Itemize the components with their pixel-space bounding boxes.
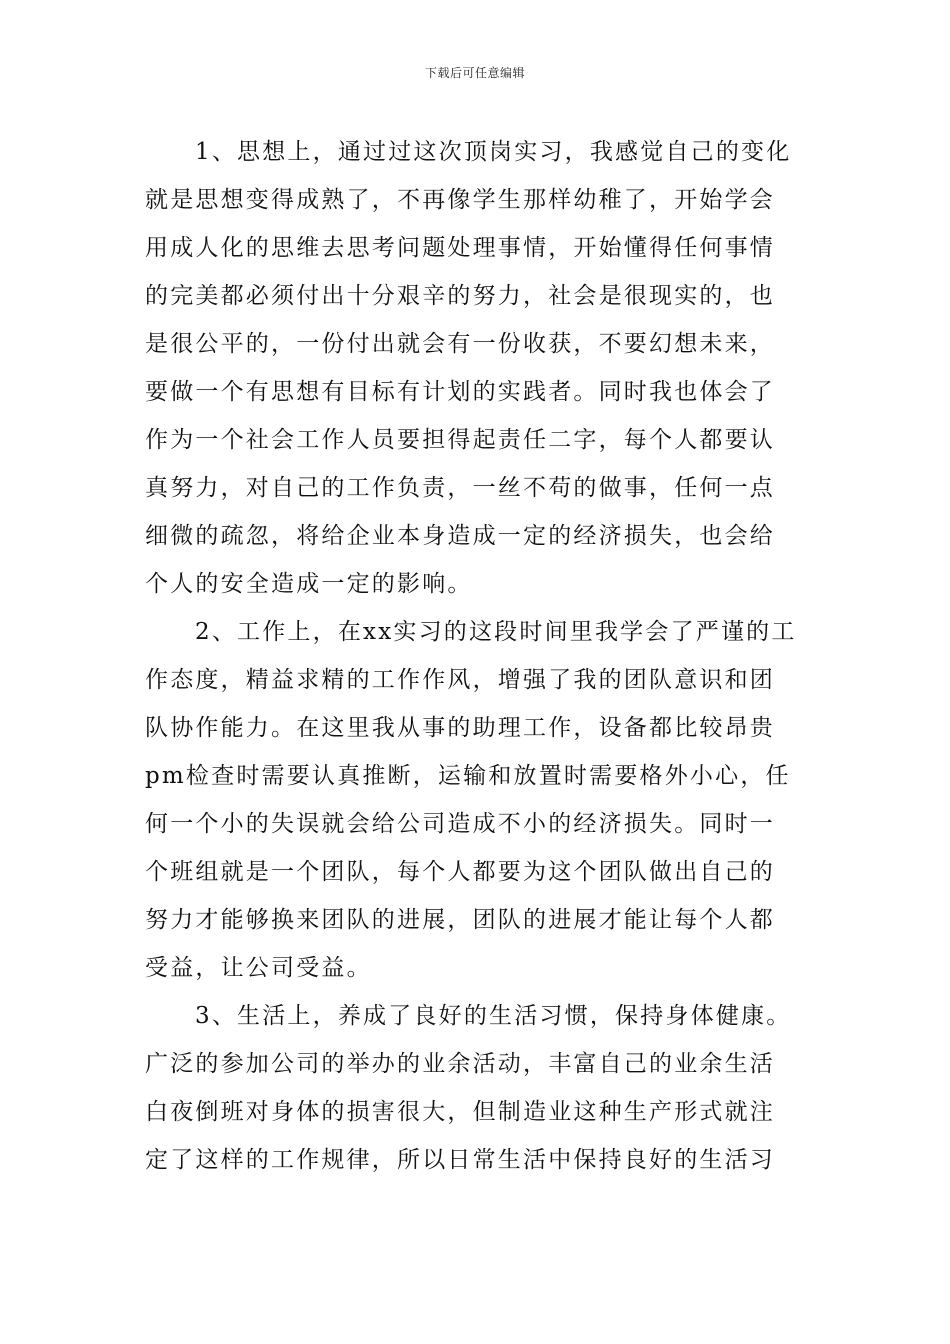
paragraph-line: 定了这样的工作规律，所以日常生活中保持良好的生活习	[145, 1147, 775, 1173]
paragraph-line: 的完美都必须付出十分艰辛的努力，社会是很现实的，也	[145, 283, 775, 309]
paragraph-line: 用成人化的思维去思考问题处理事情，开始懂得任何事情	[145, 235, 775, 261]
page-header: 下载后可任意编辑	[424, 66, 525, 80]
paragraph-line: pm检查时需要认真推断，运输和放置时需要格外小心，任	[145, 763, 791, 789]
paragraph-line: 作态度，精益求精的工作作风，增强了我的团队意识和团	[145, 667, 775, 693]
paragraph-line: 白夜倒班对身体的损害很大，但制造业这种生产形式就注	[145, 1099, 775, 1125]
paragraph-line: 作为一个社会工作人员要担得起责任二字，每个人都要认	[145, 427, 775, 453]
paragraph-line: 努力才能够换来团队的进展，团队的进展才能让每个人都	[145, 907, 775, 933]
paragraph-line: 2、工作上，在xx实习的这段时间里我学会了严谨的工	[195, 619, 797, 645]
paragraph-line: 个人的安全造成一定的影响。	[145, 571, 473, 597]
paragraph-line: 是很公平的，一份付出就会有一份收获，不要幻想未来，	[145, 331, 775, 357]
paragraph-line: 个班组就是一个团队，每个人都要为这个团队做出自己的	[145, 859, 775, 885]
paragraph-line: 1、思想上，通过过这次顶岗实习，我感觉自己的变化	[195, 139, 792, 165]
paragraph-line: 要做一个有思想有目标有计划的实践者。同时我也体会了	[145, 379, 775, 405]
paragraph-line: 受益，让公司受益。	[145, 955, 372, 981]
paragraph-line: 队协作能力。在这里我从事的助理工作，设备都比较昂贵	[145, 715, 775, 741]
paragraph-line: 就是思想变得成熟了，不再像学生那样幼稚了，开始学会	[145, 187, 775, 213]
paragraph-line: 3、生活上，养成了良好的生活习惯，保持身体健康。	[195, 1003, 792, 1029]
paragraph-1	[145, 128, 815, 608]
paragraph-line: 细微的疏忽，将给企业本身造成一定的经济损失，也会给	[145, 523, 775, 549]
document-body	[145, 128, 815, 1184]
paragraph-line: 真努力，对自己的工作负责，一丝不苟的做事，任何一点	[145, 475, 775, 501]
paragraph-2	[145, 608, 815, 992]
paragraph-3	[145, 992, 815, 1184]
paragraph-line: 广泛的参加公司的举办的业余活动，丰富自己的业余生活	[145, 1051, 775, 1077]
paragraph-line: 何一个小的失误就会给公司造成不小的经济损失。同时一	[145, 811, 775, 837]
